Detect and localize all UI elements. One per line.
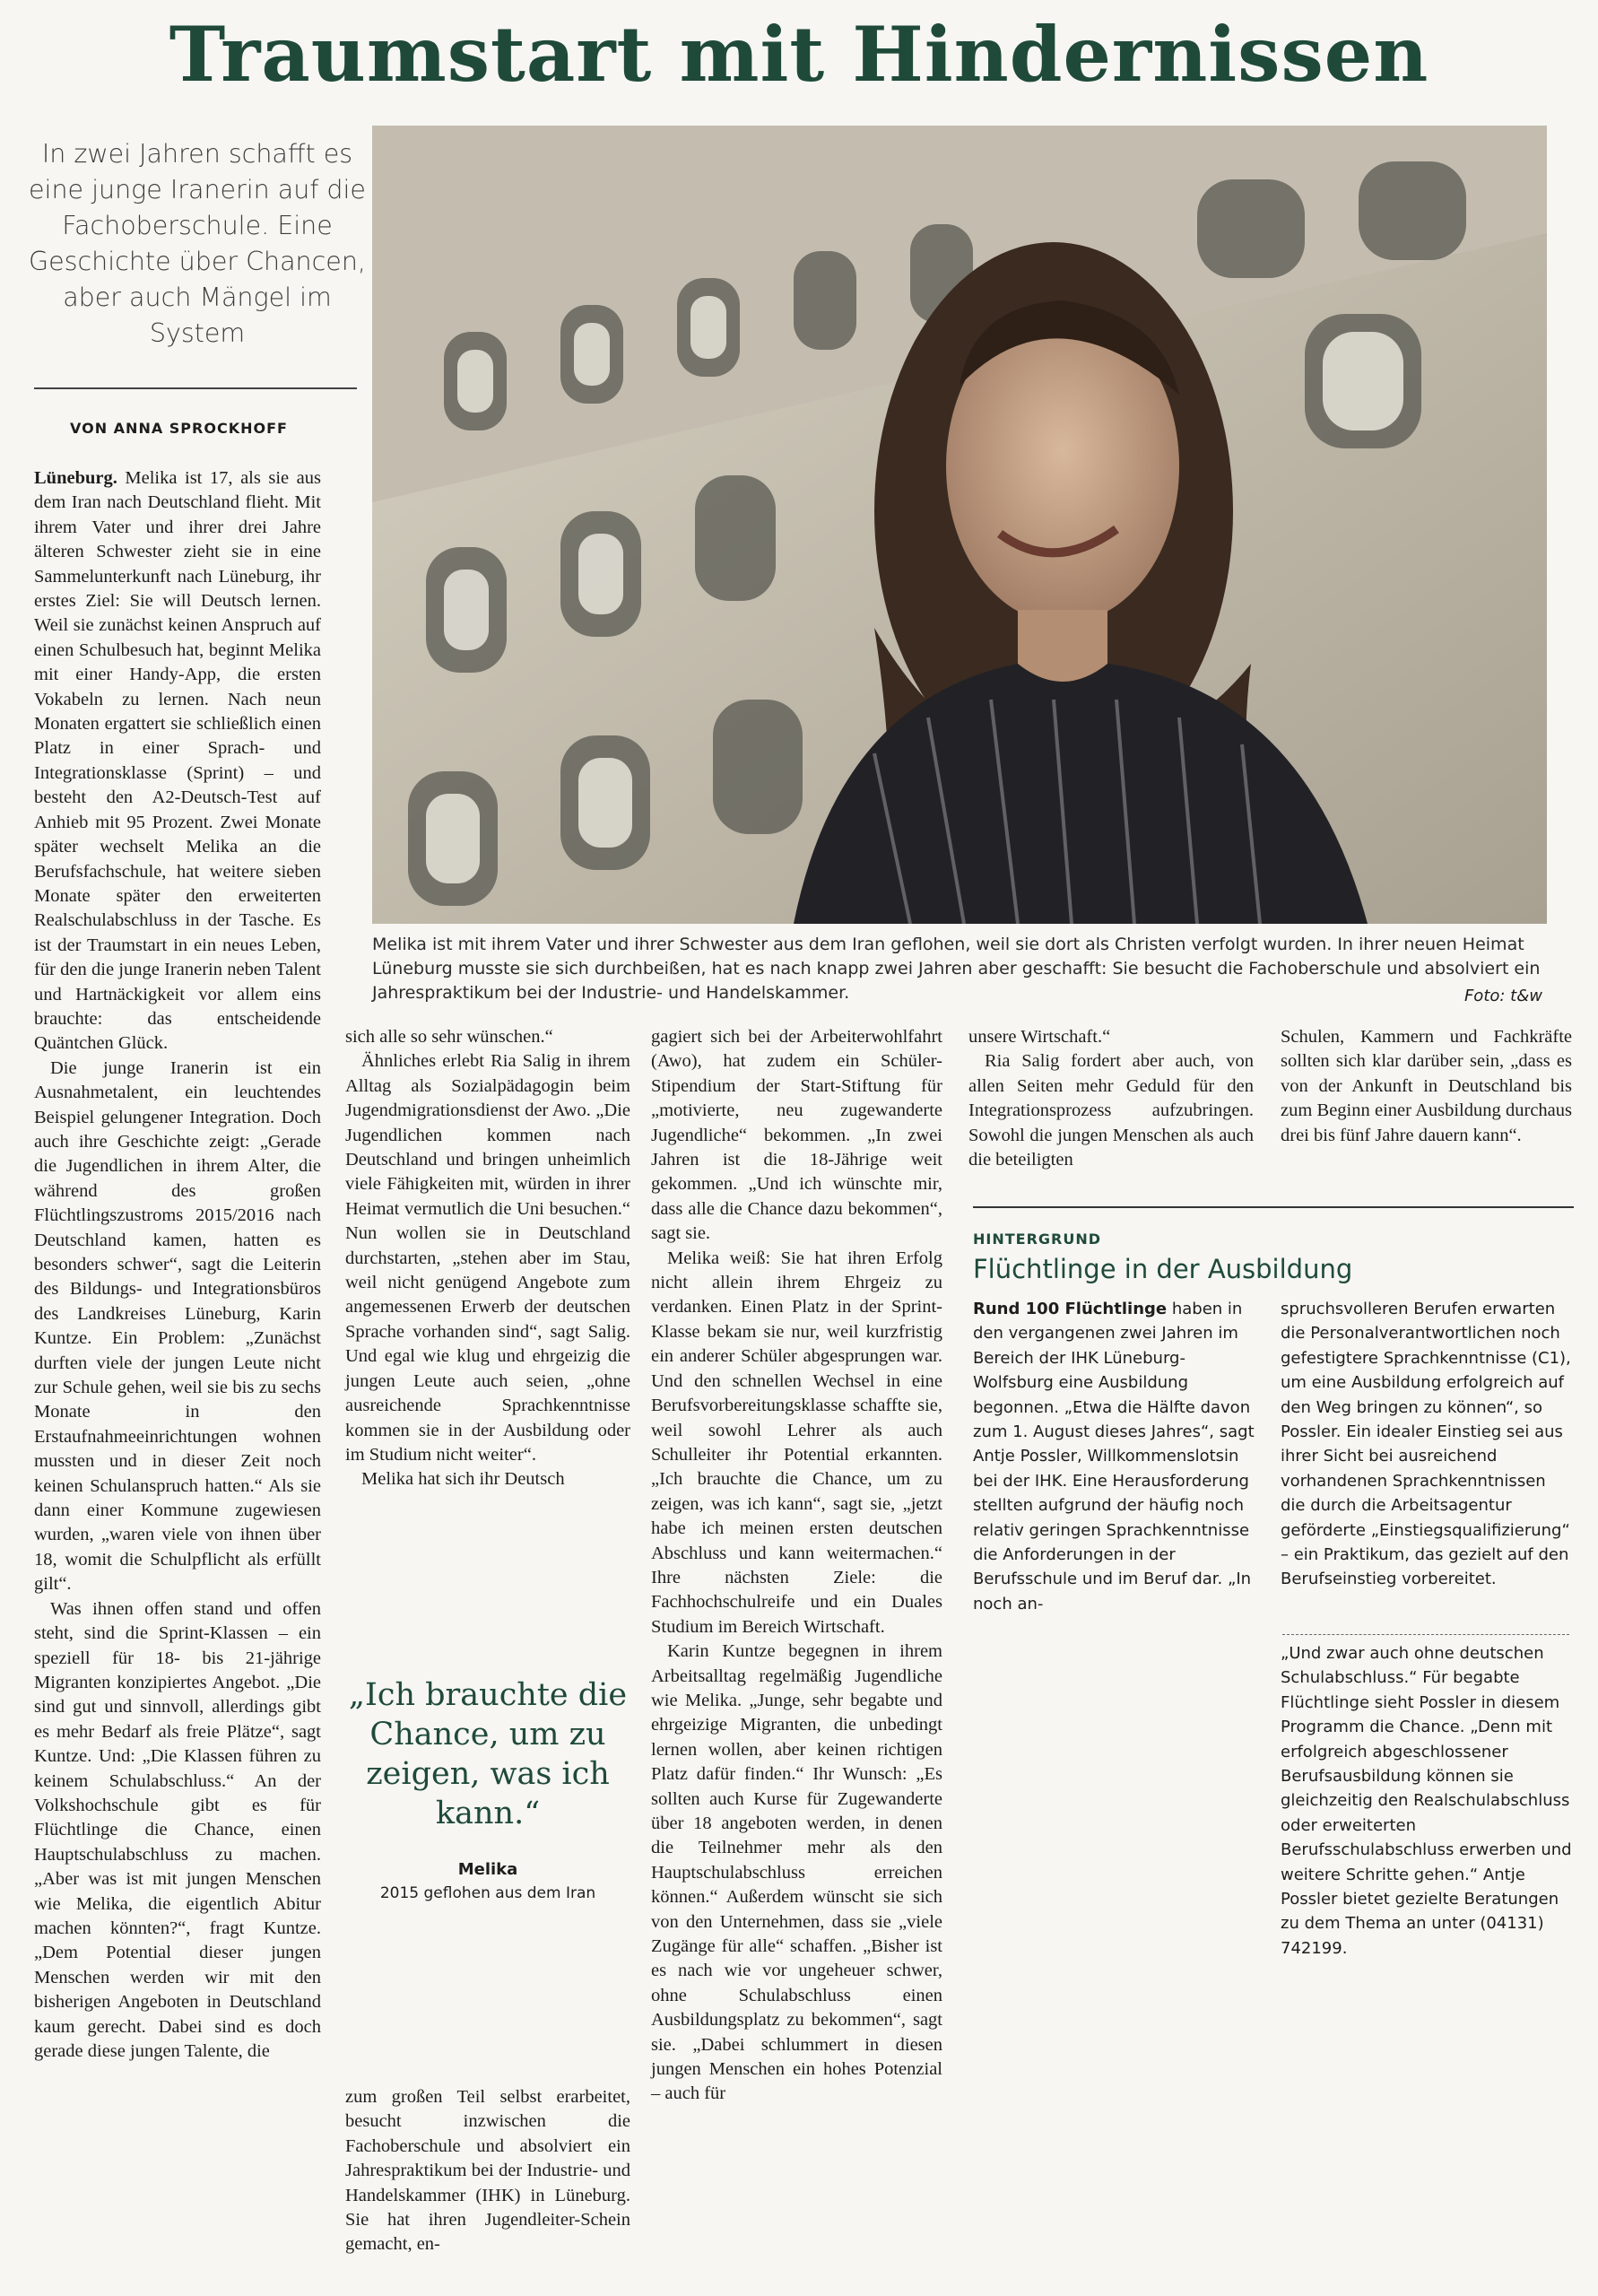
infobox-column-2 xyxy=(1281,1297,1572,1592)
dateline: Lüneburg. xyxy=(34,468,117,488)
paragraph: gagiert sich bei der Arbeiterwohlfahrt (Awo), hat zudem ein Schüler-Stipendium der Start-Stiftung für „motivierte, neu zugewanderte Jugendliche“ bekommen. „In zwei Jahren ist die 18-Jährige weit gekommen. „Und ich wünschte mir, dass alle die Chance dazu bekommen“, sagt sie. xyxy=(651,1027,942,1244)
infobox-column-2-continued xyxy=(1281,1641,1572,1961)
paragraph: Ähnliches erlebt Ria Salig in ihrem Alltag als Sozialpädagogin beim Jugendmigrationsdienst der Awo. „Die Jugendlichen kommen nach Deutschland und bringen unheimlich viele Fähigkeiten mit, würden in ihrer Heimat vermutlich die Uni besuchen.“ Nun wollen sie in Deutschland durchstarten, „stehen aber im Stau, weil nicht genügend Angebote zum angemessenen Erwerb der deutschen Sprache vorhanden sind“, sagt Salig. Und egal wie klug und ehrgeizig die jungen Leute auch seien, „ohne ausreichende Sprachkenntnisse kommen sie in der Ausbildung oder im Studium nicht weiter“. xyxy=(345,1051,630,1465)
article-column-3 xyxy=(651,1025,942,2107)
paragraph: „Und zwar auch ohne deutschen Schulabschluss.“ Für begabte Flüchtlinge sieht Possler in diesem Programm die Chance. „Denn mit erfolgreich abgeschlossener Berufsausbildung können sie gleichzeitig den Realschulabschluss oder erweiterten Berufsschulabschluss erwerben und weitere Schritte gehen.“ Antje Possler bietet gezielte Beratungen zu dem Thema an unter (04131) 742199. xyxy=(1281,1644,1572,1958)
paragraph: Melika hat sich ihr Deutsch xyxy=(361,1469,565,1490)
infobox-title: Flüchtlinge in der Ausbildung xyxy=(973,1254,1353,1284)
infobox-column-1 xyxy=(973,1297,1258,1616)
byline: VON ANNA SPROCKHOFF xyxy=(70,420,288,437)
infobox-lead: Rund 100 Flüchtlinge xyxy=(973,1300,1168,1318)
photo-caption: Melika ist mit ihrem Vater und ihrer Schwester aus dem Iran geflohen, weil sie dort als Christen verfolgt wurden. In ihrer neuen Heimat Lüneburg musste sie sich durchbeißen, hat es nach knapp zwei Jahren aber geschafft: Sie besucht die Fachoberschule und absolviert ein Jahrespraktikum bei der Industrie- und Handelskammer. xyxy=(372,935,1541,1003)
paragraph: sich alle so sehr wünschen.“ xyxy=(345,1027,553,1047)
article-column-5 xyxy=(1281,1025,1572,1148)
photo-credit: Foto: t&w xyxy=(1463,987,1542,1005)
paragraph-text: haben in den vergangenen zwei Jahren im Bereich der IHK Lüneburg-Wolfsburg eine Ausbildung begonnen. „Etwa die Hälfte davon zum 1. August dieses Jahres“, sagt Antje Possler, Willkommenslotsin bei der IHK. Eine Herausforderung stellten aufgrund der häufig noch relativ geringen Sprachkenntnisse die Anforderungen in der Berufsschule und im Beruf dar. „In noch an- xyxy=(973,1300,1255,1613)
article-column-2 xyxy=(345,1025,630,1492)
paragraph: Ria Salig fordert aber auch, von allen Seiten mehr Geduld für den Integrationsprozess aufzubringen. Sowohl die jungen Menschen als auch die beteiligten xyxy=(968,1051,1254,1170)
headline: Traumstart mit Hindernissen xyxy=(169,10,1429,99)
photo-illustration xyxy=(372,126,1547,924)
paragraph: unsere Wirtschaft.“ xyxy=(968,1027,1111,1047)
infobox-divider xyxy=(1282,1634,1569,1635)
divider xyxy=(34,387,357,389)
paragraph: Karin Kuntze begegnen in ihrem Arbeitsalltag regelmäßig Jugendliche wie Melika. „Junge, sehr begabte und ehrgeizige Migranten, die unbedingt lernen wollen, aber keinen richtigen Platz dafür finden.“ Ihr Wunsch: „Es sollten auch Kurse für Zugewanderte über 18 angeboten werden, in denen die Teilnehmer mehr als den Hauptschulabschluss erreichen können.“ Außerdem wünscht sie sich von den Unternehmen, dass sie „viele Zugänge für alle“ schaffen. „Bisher ist es nach wie vor ungeheuer schwer, ohne Schulabschluss einen Ausbildungsplatz zu bekommen“, sagt sie. „Dabei schlummert in diesen jungen Menschen ein hohes Potenzial – auch für xyxy=(651,1641,942,2104)
infobox-kicker: HINTERGRUND xyxy=(973,1231,1102,1248)
pull-quote-name: Melika xyxy=(457,1860,518,1879)
paragraph: zum großen Teil selbst erarbeitet, besucht inzwischen die Fachoberschule und absolviert ein Jahrespraktikum bei der Industrie- und Handelskammer (IHK) in Lüneburg. Sie hat ihren Jugendleiter-Schein gemacht, en- xyxy=(345,2087,630,2255)
dek: In zwei Jahren schafft es eine junge Iranerin auf die Fachoberschule. Eine Geschichte über Chancen, aber auch Mängel im System xyxy=(29,139,366,348)
paragraph: Was ihnen offen stand und offen steht, sind die Sprint-Klassen – ein speziell für 18- bis 21-jährige Migranten konzipiertes Angebot. „Die sind gut und sinnvoll, allerdings gibt es mehr Bedarf als freie Plätze“, sagt Kuntze. Und: „Die Klassen führen zu keinem Schulabschluss.“ An der Volkshochschule gibt es für Flüchtlinge die Chance, einen Hauptschulabschluss zu machen. „Aber was ist mit jungen Menschen wie Melika, die eigentlich Abitur machen könnten?“, fragt Kuntze. „Dem Potential dieser jungen Menschen werden wir mit den bisherigen Angeboten in Deutschland kaum gerecht. Dabei sind es doch gerade diese jungen Talente, die xyxy=(34,1598,321,2061)
article-column-2-continued xyxy=(345,2085,630,2257)
infobox-rule xyxy=(973,1206,1574,1208)
paragraph: Melika weiß: Sie hat ihren Erfolg nicht allein ihrem Ehrgeiz zu verdanken. Einen Platz in der Sprint-Klasse bekam sie nur, weil kurzfristig ein anderer Schüler abgesprungen war. Und den schnellen Wechsel in eine Berufsvorbereitungsklasse schaffte sie, weil sowohl Lehrer als auch Schulleiter ihr Potential erkannten. „Ich brauchte die Chance, um zu zeigen, was ich kann“, sagt sie, „jetzt habe ich meinen ersten deutschen Abschluss und kann weitermachen.“ Ihre nächsten Ziele: die Fachhochschulreife und ein Duales Studium im Bereich Wirtschaft. xyxy=(651,1248,942,1637)
pull-quote-text: „Ich brauchte die Chance, um zu zeigen, was ich kann.“ xyxy=(348,1677,628,1831)
paragraph xyxy=(973,1297,1258,1616)
photo-melika xyxy=(372,126,1547,924)
paragraph xyxy=(34,466,321,1057)
pull-quote-subline: 2015 geflohen aus dem Iran xyxy=(379,1884,596,1902)
paragraph: Die junge Iranerin ist ein Ausnahmetalent, ein leuchtendes Beispiel gelungener Integration. Doch auch ihre Geschichte zeigt: „Gerade die Jugendlichen in ihrem Alter, die während des großen Flüchtlingszustroms 2015/2016 nach Deutschland kamen, hatten es besonders schwer“, sagt die Leiterin des Bildungs- und Integrationsbüros des Landkreises Lüneburg, Karin Kuntze. Ein Problem: „Zunächst durften viele der jungen Leute nicht zur Schule gehen, weil sie bis zu sechs Monate in den Erstaufnahmeeinrichtungen wohnen mussten und in dieser Zeit noch keinen Schulanspruch hatten.“ Als sie dann einer Kommune zugewiesen wurden, „waren viele von ihnen über 18, womit die Schulpflicht als erfüllt gilt“. xyxy=(34,1057,321,1595)
article-column-1 xyxy=(34,466,321,2064)
paragraph-text: Melika ist 17, als sie aus dem Iran nach Deutschland flieht. Mit ihrem Vater und ihrer drei Jahre älteren Schwester zieht sie in eine Sammelunterkunft nach Lüneburg, ihr erstes Ziel: Sie will Deutsch lernen. Weil sie zunächst keinen Anspruch auf einen Schulbesuch hat, beginnt Melika mit einer Handy-App, die ersten Vokabeln zu lernen. Nach neun Monaten ergattert sie schließlich einen Platz in einer Sprach- und Integrationsklasse (Sprint) – und besteht den A2-Deutsch-Test auf Anhieb mit 95 Prozent. Zwei Monate später wechselt Melika an die Berufsfachschule, hat weitere sieben Monate später den erweiterten Realschulabschluss in der Tasche. Es ist der Traumstart in ein neues Leben, für den die junge Iranerin neben Talent und Hartnäckigkeit vor allem eins brauchte: das entscheidende Quäntchen Glück. xyxy=(34,468,322,1054)
paragraph: Schulen, Kammern und Fachkräfte sollten sich klar darüber sein, „dass es von der Ankunft in Deutschland bis zum Beginn einer Ausbildung durchaus drei bis fünf Jahre dauern kann“. xyxy=(1281,1027,1572,1145)
paragraph: spruchsvolleren Berufen erwarten die Personalverantwortlichen noch gefestigtere Sprachkenntnisse (C1), um eine Ausbildung erfolgreich auf den Weg bringen zu können“, so Possler. Ein idealer Einstieg sei aus ihrer Sicht bei ausreichend vorhandenen Sprachkenntnissen die durch die Arbeitsagentur geförderte „Einstiegsqualifizierung“ – ein Praktikum, das gezielt auf den Berufseinstieg vorbereitet. xyxy=(1281,1300,1571,1589)
article-column-4 xyxy=(968,1025,1254,1172)
pull-quote xyxy=(345,1675,630,1902)
